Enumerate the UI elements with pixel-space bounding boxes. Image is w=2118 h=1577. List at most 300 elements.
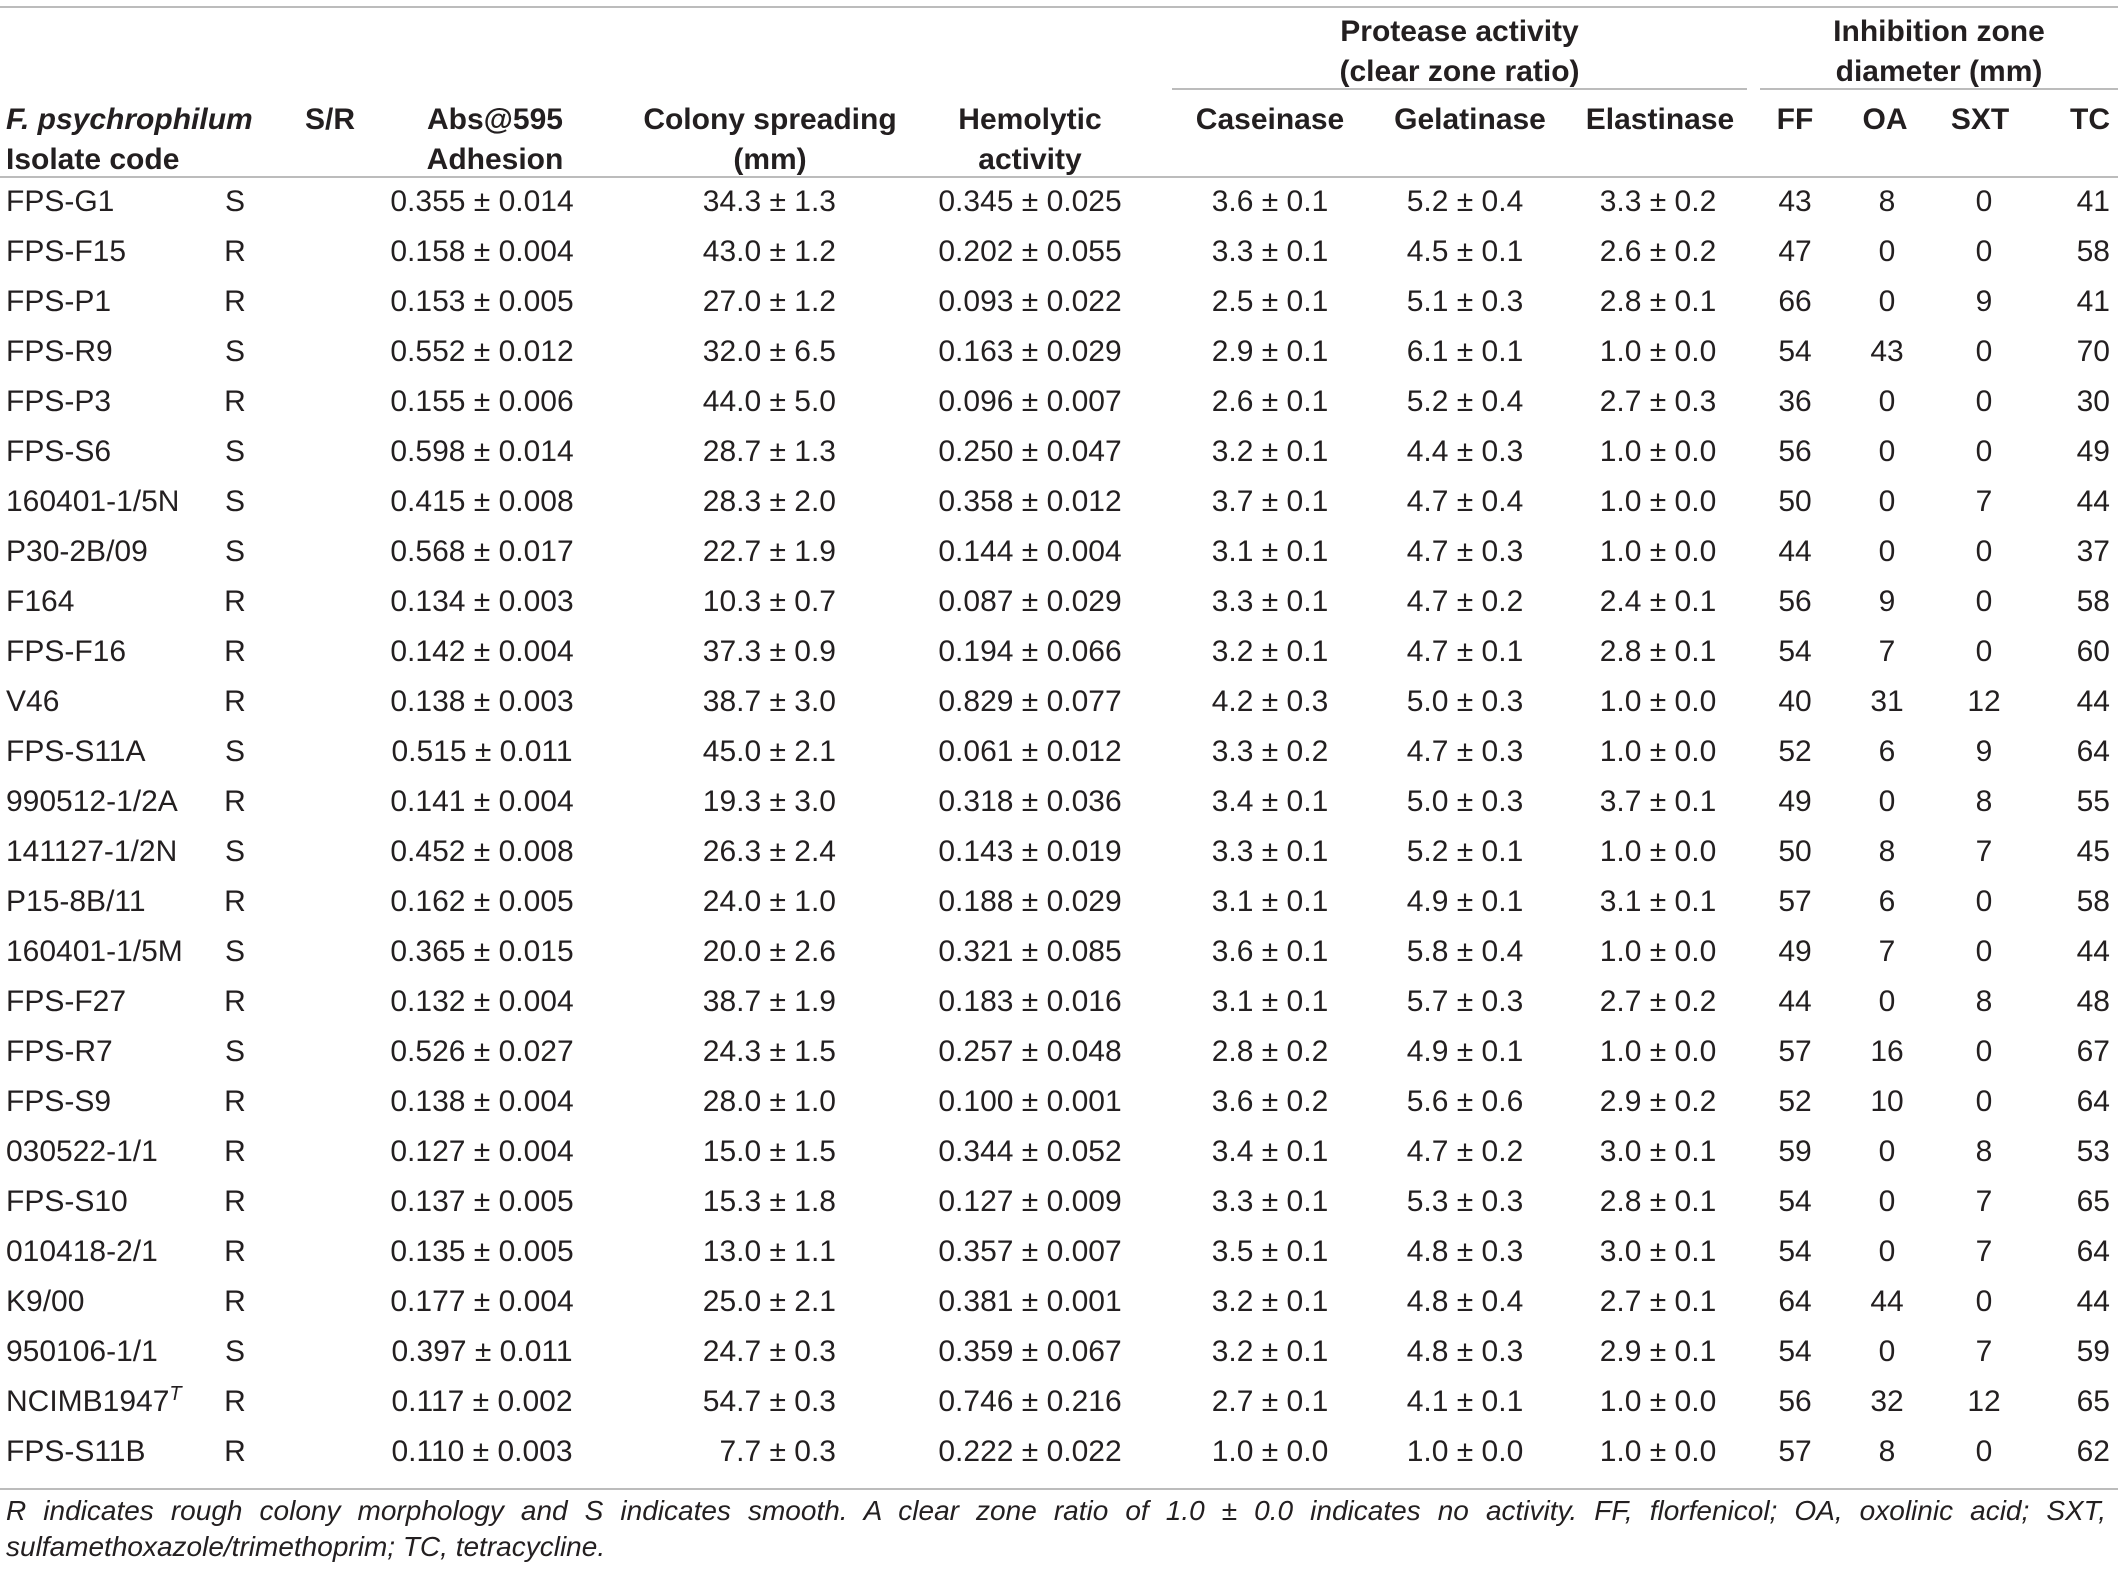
cell-caseinase: 3.4 ± 0.1 <box>1211 785 1329 818</box>
cell-tc: 64 <box>2076 1235 2110 1268</box>
cell-spreading: 26.3 ± 2.4 <box>702 835 836 868</box>
col-header-tc: TC <box>2070 103 2110 136</box>
cell-sxt: 9 <box>1975 285 1993 318</box>
cell-hemolytic: 0.257 ± 0.048 <box>938 1035 1122 1068</box>
cell-adhesion: 0.158 ± 0.004 <box>390 235 574 268</box>
cell-sxt: 0 <box>1975 1035 1993 1068</box>
cell-caseinase: 3.6 ± 0.1 <box>1211 185 1329 218</box>
cell-hemolytic: 0.144 ± 0.004 <box>938 535 1122 568</box>
cell-spreading: 19.3 ± 3.0 <box>702 785 836 818</box>
cell-isolate: 160401-1/5N <box>6 485 180 518</box>
cell-adhesion: 0.141 ± 0.004 <box>390 785 574 818</box>
cell-sr: S <box>224 535 245 568</box>
cell-tc: 37 <box>2076 535 2110 568</box>
cell-gelatinase: 4.7 ± 0.2 <box>1406 1135 1524 1168</box>
cell-hemolytic: 0.100 ± 0.001 <box>938 1085 1122 1118</box>
cell-gelatinase: 6.1 ± 0.1 <box>1406 335 1524 368</box>
cell-spreading: 24.0 ± 1.0 <box>702 885 836 918</box>
cell-tc: 44 <box>2076 935 2110 968</box>
cell-tc: 48 <box>2076 985 2110 1018</box>
cell-caseinase: 3.3 ± 0.2 <box>1211 735 1329 768</box>
cell-sr: R <box>224 285 246 318</box>
cell-elastinase: 1.0 ± 0.0 <box>1599 735 1717 768</box>
cell-sr: S <box>224 935 245 968</box>
cell-sxt: 7 <box>1975 1185 1993 1218</box>
cell-ff: 59 <box>1778 1135 1812 1168</box>
cell-sxt: 0 <box>1975 385 1993 418</box>
col-header-caseinase: Caseinase <box>1195 103 1345 136</box>
cell-elastinase: 3.7 ± 0.1 <box>1599 785 1717 818</box>
cell-isolate: $NCIMB1947^T$ <box>6 1383 182 1418</box>
cell-sr: S <box>224 185 245 218</box>
cell-adhesion: 0.397 ± 0.011 <box>391 1335 573 1368</box>
cell-sr: R <box>224 1135 246 1168</box>
cell-sr: R <box>224 685 246 718</box>
cell-oa: 7 <box>1878 935 1896 968</box>
col-header-adhesion <box>385 100 605 180</box>
cell-spreading: 54.7 ± 0.3 <box>702 1385 836 1418</box>
cell-oa: 8 <box>1878 185 1896 218</box>
cell-caseinase: 3.6 ± 0.2 <box>1211 1085 1329 1118</box>
cell-tc: 60 <box>2076 635 2110 668</box>
cell-oa: 31 <box>1870 685 1904 718</box>
cell-gelatinase: 5.2 ± 0.1 <box>1406 835 1524 868</box>
cell-sxt: 0 <box>1975 935 1993 968</box>
cell-tc: 44 <box>2076 485 2110 518</box>
cell-isolate: 990512-1/2A <box>6 785 178 818</box>
cell-oa: 0 <box>1878 285 1896 318</box>
cell-caseinase: 4.2 ± 0.3 <box>1211 685 1329 718</box>
cell-sr: R <box>224 1285 246 1318</box>
cell-gelatinase: 4.7 ± 0.3 <box>1406 735 1524 768</box>
table-footnote <box>6 1493 2106 1565</box>
cell-sr: R <box>224 885 246 918</box>
cell-ff: 50 <box>1778 835 1812 868</box>
cell-adhesion: 0.138 ± 0.004 <box>390 1085 574 1118</box>
cell-caseinase: 3.3 ± 0.1 <box>1211 585 1329 618</box>
cell-caseinase: 3.3 ± 0.1 <box>1211 1185 1329 1218</box>
cell-oa: 0 <box>1878 435 1896 468</box>
cell-gelatinase: 5.3 ± 0.3 <box>1406 1185 1524 1218</box>
cell-hemolytic: 0.381 ± 0.001 <box>938 1285 1122 1318</box>
cell-gelatinase: 4.8 ± 0.4 <box>1406 1285 1524 1318</box>
cell-sr: S <box>224 735 245 768</box>
cell-adhesion: 0.132 ± 0.004 <box>390 985 574 1018</box>
cell-elastinase: 1.0 ± 0.0 <box>1599 1435 1717 1468</box>
footnote-line1: R indicates rough colony morphology and S indicates smooth. A clear zone ratio of 1.0 ± 0.0 indicates no activity. FF, florfenicol; OA, oxolinic acid; SXT, <box>6 1495 2106 1526</box>
cell-sxt: 7 <box>1975 1335 1993 1368</box>
cell-adhesion: 0.162 ± 0.005 <box>390 885 574 918</box>
cell-spreading: 15.3 ± 1.8 <box>702 1185 836 1218</box>
cell-spreading: 20.0 ± 2.6 <box>702 935 836 968</box>
cell-sxt: 0 <box>1975 885 1993 918</box>
cell-hemolytic: 0.321 ± 0.085 <box>938 935 1122 968</box>
cell-sxt: 7 <box>1975 1235 1993 1268</box>
cell-isolate: FPS-F27 <box>6 985 127 1018</box>
cell-sxt: 7 <box>1975 835 1993 868</box>
col-header-isolate <box>6 100 253 180</box>
cell-sxt: 0 <box>1975 1085 1993 1118</box>
cell-elastinase: 2.7 ± 0.3 <box>1599 385 1717 418</box>
cell-ff: 44 <box>1778 985 1812 1018</box>
cell-spreading: 25.0 ± 2.1 <box>702 1285 836 1318</box>
cell-adhesion: 0.155 ± 0.006 <box>390 385 574 418</box>
col-header-isolate-line2: Isolate code <box>6 143 180 176</box>
cell-hemolytic: 0.358 ± 0.012 <box>938 485 1122 518</box>
cell-gelatinase: 4.7 ± 0.3 <box>1406 535 1524 568</box>
cell-isolate: FPS-P1 <box>6 285 112 318</box>
cell-isolate: 030522-1/1 <box>6 1135 158 1168</box>
cell-spreading: 27.0 ± 1.2 <box>702 285 836 318</box>
col-header-spreading-line2: (mm) <box>733 143 807 176</box>
col-header-sxt: SXT <box>1950 103 2010 136</box>
cell-tc: 59 <box>2076 1335 2110 1368</box>
cell-oa: 0 <box>1878 1235 1896 1268</box>
cell-gelatinase: 4.4 ± 0.3 <box>1406 435 1524 468</box>
cell-isolate: F164 <box>6 585 75 618</box>
cell-isolate: 950106-1/1 <box>6 1335 158 1368</box>
cell-ff: 50 <box>1778 485 1812 518</box>
cell-oa: 0 <box>1878 985 1896 1018</box>
cell-spreading: 44.0 ± 5.0 <box>702 385 836 418</box>
cell-caseinase: 3.7 ± 0.1 <box>1211 485 1329 518</box>
cell-oa: 0 <box>1878 385 1896 418</box>
cell-gelatinase: 5.6 ± 0.6 <box>1406 1085 1524 1118</box>
cell-hemolytic: 0.222 ± 0.022 <box>938 1435 1122 1468</box>
cell-ff: 52 <box>1778 735 1812 768</box>
cell-ff: 64 <box>1778 1285 1812 1318</box>
cell-sxt: 0 <box>1975 635 1993 668</box>
cell-oa: 0 <box>1878 1135 1896 1168</box>
table-bottom-rule <box>0 1488 2118 1490</box>
cell-isolate: K9/00 <box>6 1285 85 1318</box>
cell-sr: S <box>224 485 245 518</box>
cell-sxt: 9 <box>1975 735 1993 768</box>
cell-sr: R <box>224 585 246 618</box>
col-header-hemolytic-line2: activity <box>978 143 1082 176</box>
cell-hemolytic: 0.093 ± 0.022 <box>938 285 1122 318</box>
cell-hemolytic: 0.127 ± 0.009 <box>938 1185 1122 1218</box>
col-header-ff: FF <box>1776 103 1814 136</box>
cell-hemolytic: 0.345 ± 0.025 <box>938 185 1122 218</box>
cell-caseinase: 3.3 ± 0.1 <box>1211 235 1329 268</box>
cell-caseinase: 3.1 ± 0.1 <box>1211 985 1329 1018</box>
cell-sxt: 0 <box>1975 1285 1993 1318</box>
cell-oa: 0 <box>1878 535 1896 568</box>
cell-ff: 56 <box>1778 585 1812 618</box>
cell-oa: 32 <box>1870 1385 1904 1418</box>
cell-tc: 64 <box>2076 735 2110 768</box>
cell-oa: 8 <box>1878 1435 1896 1468</box>
cell-sr: R <box>224 1085 246 1118</box>
cell-adhesion: 0.137 ± 0.005 <box>390 1185 574 1218</box>
cell-spreading: 37.3 ± 0.9 <box>702 635 836 668</box>
cell-adhesion: 0.452 ± 0.008 <box>390 835 574 868</box>
cell-gelatinase: 4.1 ± 0.1 <box>1406 1385 1524 1418</box>
cell-oa: 6 <box>1878 885 1896 918</box>
cell-sxt: 0 <box>1975 185 1993 218</box>
cell-caseinase: 3.2 ± 0.1 <box>1211 1335 1329 1368</box>
cell-hemolytic: 0.318 ± 0.036 <box>938 785 1122 818</box>
cell-elastinase: 1.0 ± 0.0 <box>1599 835 1717 868</box>
col-header-spreading-line1: Colony spreading <box>643 103 897 136</box>
cell-gelatinase: 5.2 ± 0.4 <box>1406 185 1524 218</box>
cell-elastinase: 1.0 ± 0.0 <box>1599 535 1717 568</box>
cell-elastinase: 3.0 ± 0.1 <box>1599 1235 1717 1268</box>
cell-sr: R <box>224 235 246 268</box>
cell-ff: 52 <box>1778 1085 1812 1118</box>
cell-ff: 56 <box>1778 1385 1812 1418</box>
cell-spreading: 34.3 ± 1.3 <box>702 185 836 218</box>
col-header-spreading <box>630 100 910 180</box>
cell-gelatinase: 5.0 ± 0.3 <box>1406 685 1524 718</box>
cell-ff: 57 <box>1778 1435 1812 1468</box>
cell-hemolytic: 0.183 ± 0.016 <box>938 985 1122 1018</box>
cell-sr: S <box>224 1035 245 1068</box>
cell-isolate: FPS-R7 <box>6 1035 113 1068</box>
cell-tc: 65 <box>2076 1185 2110 1218</box>
cell-caseinase: 3.2 ± 0.1 <box>1211 1285 1329 1318</box>
cell-isolate: 160401-1/5M <box>6 935 183 968</box>
cell-gelatinase: 4.8 ± 0.3 <box>1406 1335 1524 1368</box>
cell-gelatinase: 5.8 ± 0.4 <box>1406 935 1524 968</box>
cell-oa: 10 <box>1870 1085 1904 1118</box>
cell-tc: 64 <box>2076 1085 2110 1118</box>
cell-gelatinase: 5.2 ± 0.4 <box>1406 385 1524 418</box>
cell-elastinase: 1.0 ± 0.0 <box>1599 1385 1717 1418</box>
cell-oa: 44 <box>1870 1285 1904 1318</box>
type-strain-superscript: T <box>169 1383 182 1405</box>
cell-tc: 67 <box>2076 1035 2110 1068</box>
cell-elastinase: 1.0 ± 0.0 <box>1599 435 1717 468</box>
cell-adhesion: 0.177 ± 0.004 <box>390 1285 574 1318</box>
cell-tc: 58 <box>2076 885 2110 918</box>
cell-elastinase: 2.8 ± 0.1 <box>1599 285 1717 318</box>
cell-caseinase: 2.9 ± 0.1 <box>1211 335 1329 368</box>
cell-isolate: P30-2B/09 <box>6 535 148 568</box>
table-top-rule <box>0 6 2118 8</box>
cell-oa: 7 <box>1878 635 1896 668</box>
cell-gelatinase: 5.7 ± 0.3 <box>1406 985 1524 1018</box>
cell-elastinase: 3.3 ± 0.2 <box>1599 185 1717 218</box>
col-header-elastinase: Elastinase <box>1585 103 1735 136</box>
cell-ff: 54 <box>1778 635 1812 668</box>
cell-sr: S <box>224 1335 245 1368</box>
cell-elastinase: 1.0 ± 0.0 <box>1599 685 1717 718</box>
cell-sr: S <box>224 435 245 468</box>
cell-sr: S <box>224 335 245 368</box>
cell-sr: R <box>224 785 246 818</box>
cell-caseinase: 3.2 ± 0.1 <box>1211 435 1329 468</box>
cell-ff: 49 <box>1778 935 1812 968</box>
cell-isolate: 010418-2/1 <box>6 1235 158 1268</box>
cell-isolate: FPS-G1 <box>6 185 115 218</box>
cell-gelatinase: 4.9 ± 0.1 <box>1406 885 1524 918</box>
cell-adhesion: 0.134 ± 0.003 <box>390 585 574 618</box>
cell-ff: 44 <box>1778 535 1812 568</box>
protease-group-line1: Protease activity <box>1340 15 1579 48</box>
cell-isolate: FPS-F15 <box>6 235 127 268</box>
cell-adhesion: 0.568 ± 0.017 <box>390 535 574 568</box>
cell-caseinase: 2.8 ± 0.2 <box>1211 1035 1329 1068</box>
cell-caseinase: 3.5 ± 0.1 <box>1211 1235 1329 1268</box>
cell-adhesion: 0.110 ± 0.003 <box>391 1435 573 1468</box>
cell-adhesion: 0.138 ± 0.003 <box>390 685 574 718</box>
cell-isolate: FPS-S11A <box>6 735 146 768</box>
cell-adhesion: 0.526 ± 0.027 <box>390 1035 574 1068</box>
cell-sr: R <box>224 635 246 668</box>
cell-hemolytic: 0.087 ± 0.029 <box>938 585 1122 618</box>
cell-tc: 45 <box>2076 835 2110 868</box>
cell-tc: 30 <box>2076 385 2110 418</box>
cell-oa: 9 <box>1878 585 1896 618</box>
cell-sxt: 8 <box>1975 785 1993 818</box>
cell-caseinase: 2.5 ± 0.1 <box>1211 285 1329 318</box>
cell-adhesion: 0.135 ± 0.005 <box>390 1235 574 1268</box>
cell-gelatinase: 4.5 ± 0.1 <box>1406 235 1524 268</box>
cell-ff: 66 <box>1778 285 1812 318</box>
cell-elastinase: 2.7 ± 0.2 <box>1599 985 1717 1018</box>
cell-sxt: 0 <box>1975 535 1993 568</box>
cell-tc: 58 <box>2076 585 2110 618</box>
cell-spreading: 32.0 ± 6.5 <box>702 335 836 368</box>
cell-spreading: 22.7 ± 1.9 <box>702 535 836 568</box>
cell-isolate: FPS-P3 <box>6 385 112 418</box>
cell-elastinase: 3.0 ± 0.1 <box>1599 1135 1717 1168</box>
cell-elastinase: 1.0 ± 0.0 <box>1599 485 1717 518</box>
protease-group-header <box>1172 12 1747 92</box>
cell-adhesion: 0.552 ± 0.012 <box>390 335 574 368</box>
cell-elastinase: 3.1 ± 0.1 <box>1599 885 1717 918</box>
cell-isolate: FPS-S9 <box>6 1085 112 1118</box>
cell-sxt: 12 <box>1967 1385 2001 1418</box>
cell-isolate: FPS-S6 <box>6 435 112 468</box>
cell-isolate: V46 <box>6 685 60 718</box>
cell-oa: 0 <box>1878 1185 1896 1218</box>
cell-tc: 70 <box>2076 335 2110 368</box>
cell-ff: 54 <box>1778 1235 1812 1268</box>
cell-elastinase: 2.7 ± 0.1 <box>1599 1285 1717 1318</box>
cell-ff: 54 <box>1778 1335 1812 1368</box>
cell-oa: 43 <box>1870 335 1904 368</box>
cell-caseinase: 2.6 ± 0.1 <box>1211 385 1329 418</box>
cell-hemolytic: 0.829 ± 0.077 <box>938 685 1122 718</box>
cell-hemolytic: 0.163 ± 0.029 <box>938 335 1122 368</box>
cell-caseinase: 1.0 ± 0.0 <box>1211 1435 1329 1468</box>
cell-oa: 0 <box>1878 485 1896 518</box>
cell-ff: 47 <box>1778 235 1812 268</box>
cell-hemolytic: 0.357 ± 0.007 <box>938 1235 1122 1268</box>
cell-caseinase: 2.7 ± 0.1 <box>1211 1385 1329 1418</box>
cell-hemolytic: 0.746 ± 0.216 <box>938 1385 1122 1418</box>
cell-caseinase: 3.6 ± 0.1 <box>1211 935 1329 968</box>
protease-group-line2: (clear zone ratio) <box>1339 55 1580 88</box>
cell-spreading: 24.7 ± 0.3 <box>702 1335 836 1368</box>
cell-tc: 65 <box>2076 1385 2110 1418</box>
cell-ff: 57 <box>1778 1035 1812 1068</box>
cell-hemolytic: 0.188 ± 0.029 <box>938 885 1122 918</box>
cell-elastinase: 2.9 ± 0.1 <box>1599 1335 1717 1368</box>
cell-spreading: 24.3 ± 1.5 <box>702 1035 836 1068</box>
cell-tc: 53 <box>2076 1135 2110 1168</box>
cell-sr: R <box>224 1435 246 1468</box>
cell-sr: R <box>224 1185 246 1218</box>
cell-isolate: 141127-1/2N <box>6 835 178 868</box>
cell-oa: 16 <box>1870 1035 1904 1068</box>
cell-gelatinase: 4.9 ± 0.1 <box>1406 1035 1524 1068</box>
cell-oa: 0 <box>1878 235 1896 268</box>
cell-elastinase: 1.0 ± 0.0 <box>1599 1035 1717 1068</box>
inhibition-group-line2: diameter (mm) <box>1835 55 2043 88</box>
cell-spreading: 13.0 ± 1.1 <box>702 1235 836 1268</box>
cell-hemolytic: 0.194 ± 0.066 <box>938 635 1122 668</box>
cell-caseinase: 3.2 ± 0.1 <box>1211 635 1329 668</box>
cell-sr: R <box>224 1235 246 1268</box>
cell-spreading: 38.7 ± 1.9 <box>702 985 836 1018</box>
cell-ff: 40 <box>1778 685 1812 718</box>
cell-spreading: 28.3 ± 2.0 <box>702 485 836 518</box>
cell-ff: 43 <box>1778 185 1812 218</box>
cell-hemolytic: 0.359 ± 0.067 <box>938 1335 1122 1368</box>
cell-adhesion: 0.355 ± 0.014 <box>390 185 574 218</box>
cell-sr: R <box>224 985 246 1018</box>
cell-oa: 8 <box>1878 835 1896 868</box>
cell-tc: 58 <box>2076 235 2110 268</box>
cell-hemolytic: 0.344 ± 0.052 <box>938 1135 1122 1168</box>
cell-ff: 36 <box>1778 385 1812 418</box>
cell-caseinase: 3.3 ± 0.1 <box>1211 835 1329 868</box>
col-header-adhesion-line1: Abs@595 <box>427 103 563 136</box>
cell-sxt: 0 <box>1975 435 1993 468</box>
cell-elastinase: 1.0 ± 0.0 <box>1599 935 1717 968</box>
inhibition-group-header <box>1760 12 2118 92</box>
cell-gelatinase: 5.1 ± 0.3 <box>1406 285 1524 318</box>
cell-tc: 55 <box>2076 785 2110 818</box>
cell-isolate: FPS-S11B <box>6 1435 146 1468</box>
cell-adhesion: 0.153 ± 0.005 <box>390 285 574 318</box>
cell-sxt: 0 <box>1975 235 1993 268</box>
col-header-adhesion-line2: Adhesion <box>426 143 564 176</box>
col-header-hemolytic <box>930 100 1130 180</box>
cell-oa: 6 <box>1878 735 1896 768</box>
cell-spreading: 15.0 ± 1.5 <box>702 1135 836 1168</box>
cell-spreading: 10.3 ± 0.7 <box>702 585 836 618</box>
cell-caseinase: 3.1 ± 0.1 <box>1211 535 1329 568</box>
cell-isolate: FPS-F16 <box>6 635 127 668</box>
cell-gelatinase: 1.0 ± 0.0 <box>1406 1435 1524 1468</box>
cell-adhesion: 0.365 ± 0.015 <box>390 935 574 968</box>
cell-tc: 44 <box>2076 685 2110 718</box>
cell-hemolytic: 0.096 ± 0.007 <box>938 385 1122 418</box>
cell-sxt: 0 <box>1975 1435 1993 1468</box>
cell-sxt: 7 <box>1975 485 1993 518</box>
cell-gelatinase: 4.7 ± 0.2 <box>1406 585 1524 618</box>
cell-elastinase: 2.4 ± 0.1 <box>1599 585 1717 618</box>
col-header-oa: OA <box>1862 103 1908 136</box>
cell-ff: 57 <box>1778 885 1812 918</box>
cell-caseinase: 3.4 ± 0.1 <box>1211 1135 1329 1168</box>
footnote-line2: sulfamethoxazole/trimethoprim; TC, tetracycline. <box>6 1531 606 1562</box>
cell-tc: 49 <box>2076 435 2110 468</box>
cell-tc: 41 <box>2076 285 2110 318</box>
cell-elastinase: 2.8 ± 0.1 <box>1599 635 1717 668</box>
col-header-sr: S/R <box>304 103 355 136</box>
cell-spreading: 45.0 ± 2.1 <box>702 735 836 768</box>
cell-adhesion: 0.515 ± 0.011 <box>391 735 573 768</box>
cell-sxt: 0 <box>1975 585 1993 618</box>
cell-sr: R <box>224 385 246 418</box>
cell-gelatinase: 5.0 ± 0.3 <box>1406 785 1524 818</box>
